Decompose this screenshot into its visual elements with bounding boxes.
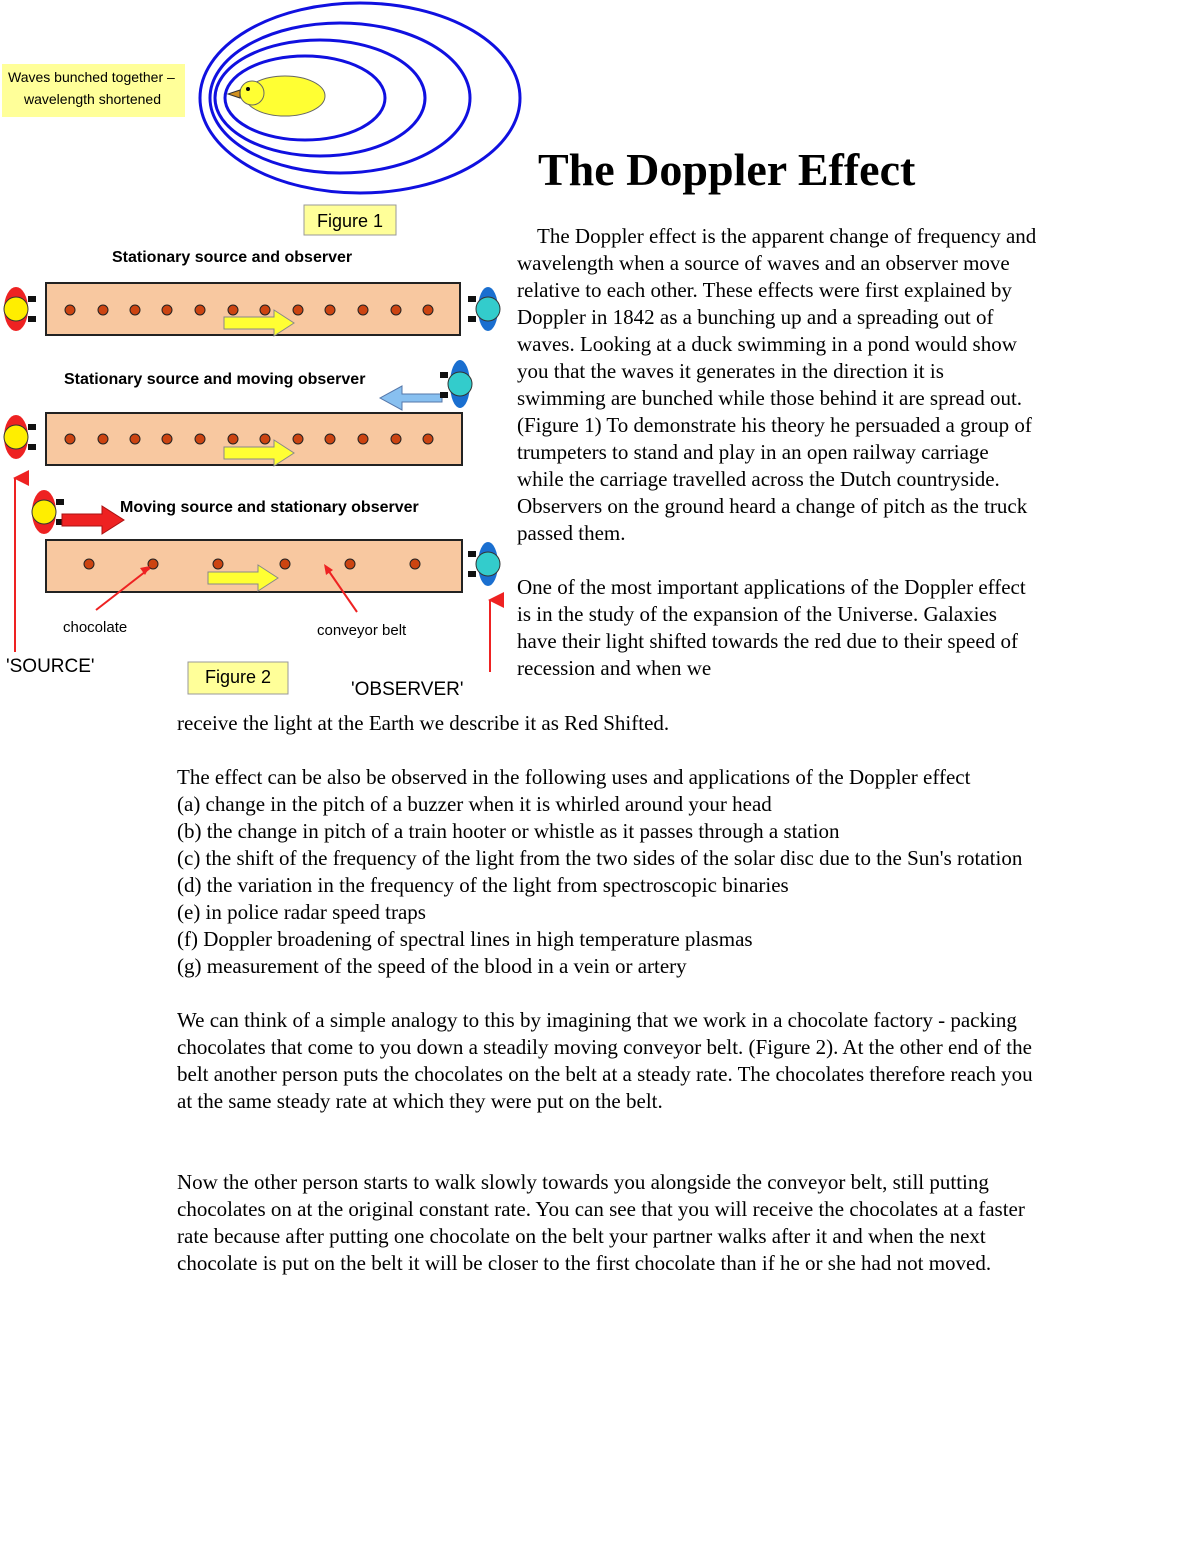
observer-icon [468,542,500,586]
walking-paragraph: Now the other person starts to walk slowly towards you alongside the conveyor belt, still putting chocolates on at the original constant rate. You can see that you will receive the chocolates at a faster rate because after putting one chocolate on the belt your partner walks after it and when the next chocolate is put on the belt it will be closer to the first chocolate than if he or she had not moved. [177,1170,1025,1275]
observer-icon [440,360,472,408]
analogy-paragraph: We can think of a simple analogy to this by imagining that we work in a chocolate factory - packing chocolates that come to you down a steadily moving conveyor belt. (Figure 2). At the other end of the belt another person puts the chocolates on the belt at a steady rate. The chocolates therefore reach you at the same steady rate at which they were put on the belt. [177,1008,1033,1113]
intro-paragraph: The Doppler effect is the apparent change of frequency and wavelength when a source of waves and an observer move relative to each other. These effects were first explained by Doppler in 1842 as a bunching up and a spreading out of waves. Looking at a duck swimming in a pond would show you that the waves it generates in the direction it is swimming are bunched while those behind it are spread out. (Figure 1) To demonstrate his theory he persuaded a group of trumpeters to stand and play in an open railway carriage while the carriage travelled across the Dutch countryside. Observers on the ground heard a change of pitch as the truck passed them. [517,224,1037,545]
figure-1-label: Figure 1 [316,211,384,231]
use-item: (f) Doppler broadening of spectral lines in high temperature plasmas [177,927,753,951]
source-label: 'SOURCE' [6,656,95,677]
row-2-heading: Stationary source and moving observer [64,371,366,388]
wide-column [177,710,1037,1277]
use-item: (e) in police radar speed traps [177,900,426,924]
duck-icon [228,76,325,116]
source-icon [4,415,36,459]
row-1-heading: Stationary source and observer [112,249,353,266]
callout-line-2: wavelength shortened [24,91,161,107]
source-icon [4,287,36,331]
source-icon [32,490,64,534]
row-3-heading: Moving source and stationary observer [120,499,419,516]
expansion-paragraph-continued: receive the light at the Earth we describe it as Red Shifted. [177,711,670,735]
figure-2-label: Figure 2 [204,667,272,687]
chocolate-label: chocolate [63,619,128,636]
narrow-column [517,223,1037,682]
use-item: (g) measurement of the speed of the blood in a vein or artery [177,954,687,978]
uses-intro: The effect can be also be observed in the following uses and applications of the Doppler effect [177,765,971,789]
use-item: (c) the shift of the frequency of the light from the two sides of the solar disc due to the Sun's rotation [177,846,1023,870]
observer-motion-arrow-icon [380,386,442,410]
doppler-figures [0,0,530,720]
observer-icon [468,287,500,331]
use-item: (a) change in the pitch of a buzzer when it is whirled around your head [177,792,772,816]
conveyor-belt-label: conveyor belt [317,622,407,639]
observer-label: 'OBSERVER' [351,679,464,700]
source-motion-arrow-icon [62,506,124,534]
use-item: (d) the variation in the frequency of the light from spectroscopic binaries [177,873,789,897]
page-title: The Doppler Effect [538,144,916,195]
expansion-paragraph: One of the most important applications of the Doppler effect is in the study of the expansion of the Universe. Galaxies have their light shifted towards the red due to their speed of recession and when we [517,575,1026,680]
use-item: (b) the change in pitch of a train hooter or whistle as it passes through a station [177,819,840,843]
figure-1-duck-waves [2,3,520,193]
callout-line-1: Waves bunched together – [8,69,175,85]
